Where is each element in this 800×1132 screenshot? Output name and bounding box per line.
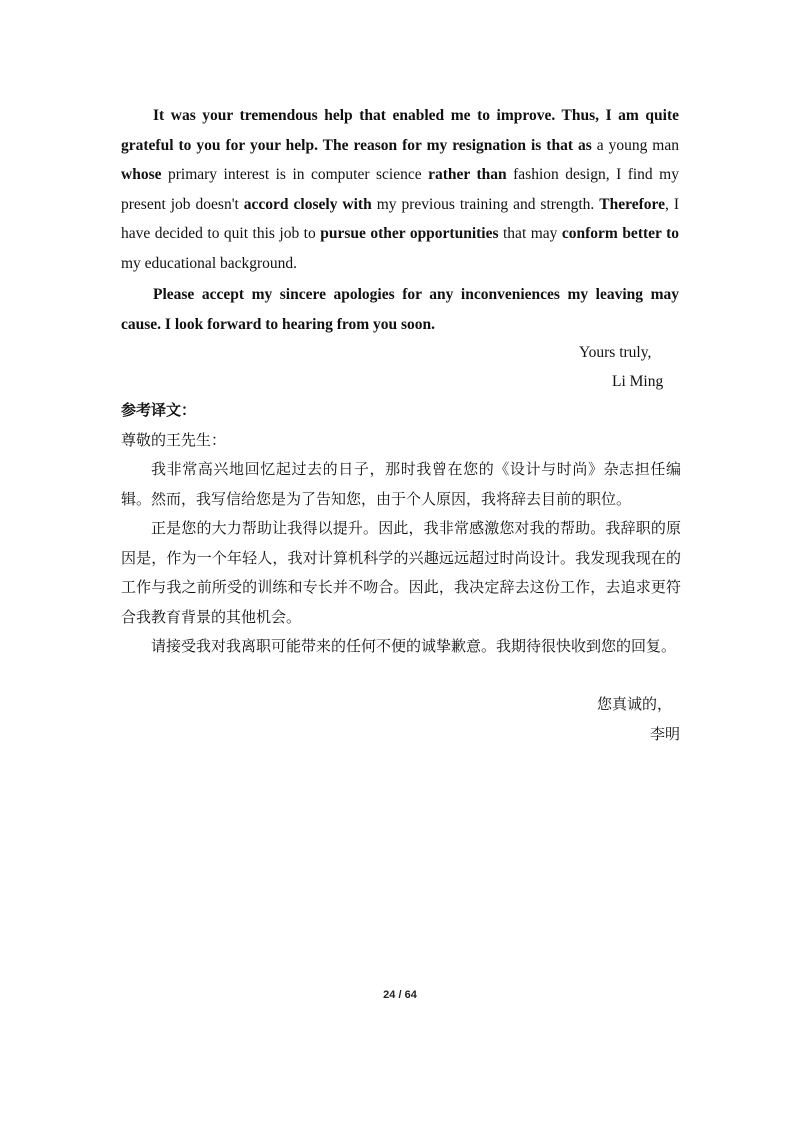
page-number: 24 / 64: [383, 989, 417, 1001]
en-p1-seg: pursue other opportunities: [320, 225, 499, 242]
en-p1-seg: a young man: [591, 136, 679, 154]
en-p1-seg: It was your tremendous help that enabled me to improve. Thus, I am quite grateful to you for your help. The reason for my resignation is that as: [121, 107, 679, 154]
english-paragraph-1: [121, 101, 679, 278]
en-p1-seg: rather than: [428, 166, 507, 183]
chinese-paragraph-3: 请接受我对我离职可能带来的任何不便的诚挚歉意。我期待很快收到您的回复。: [151, 637, 677, 655]
english-paragraph-2: [121, 280, 679, 339]
en-p1-seg: my previous training and strength.: [371, 195, 600, 213]
chinese-salutation: 尊敬的王先生：: [121, 431, 227, 449]
en-p1-seg: Therefore: [599, 195, 665, 213]
en-p1-seg: that may: [498, 225, 562, 242]
translation-heading: 参考译文：: [121, 401, 197, 419]
en-p2-text: Please accept my sincere apologies for any inconveniences my leaving may cause. I look forward to hearing from you soon.: [121, 286, 679, 333]
en-p1-seg: whose: [121, 166, 162, 183]
en-p1-seg: fashion design, I find my present job doesn't: [121, 166, 679, 213]
chinese-signature: 李明: [650, 725, 681, 743]
chinese-paragraph-1: 我非常高兴地回忆起过去的日子，那时我曾在您的《设计与时尚》杂志担任编辑。然而，我写信给您是为了告知您，由于个人原因，我将辞去目前的职位。: [121, 460, 681, 508]
english-signature: Li Ming: [612, 373, 664, 390]
en-p1-seg: my educational background.: [121, 254, 298, 272]
chinese-closing: 您真诚的，: [597, 695, 673, 713]
en-p1-seg: primary interest is in computer science: [161, 166, 429, 183]
en-p1-seg: conform better to: [561, 225, 680, 242]
english-closing: Yours truly,: [579, 344, 652, 361]
en-p1-seg: accord closely with: [243, 195, 372, 213]
en-p1-seg: , I have decided to quit this job to: [121, 195, 679, 242]
chinese-paragraph-2: 正是您的大力帮助让我得以提升。因此，我非常感激您对我的帮助。我辞职的原因是，作为一个年轻人，我对计算机科学的兴趣远远超过时尚设计。我发现我现在的工作与我之前所受的训练和专长并不吻合。因此，我决定辞去这份工作，去追求更符合我教育背景的其他机会。: [121, 519, 681, 626]
